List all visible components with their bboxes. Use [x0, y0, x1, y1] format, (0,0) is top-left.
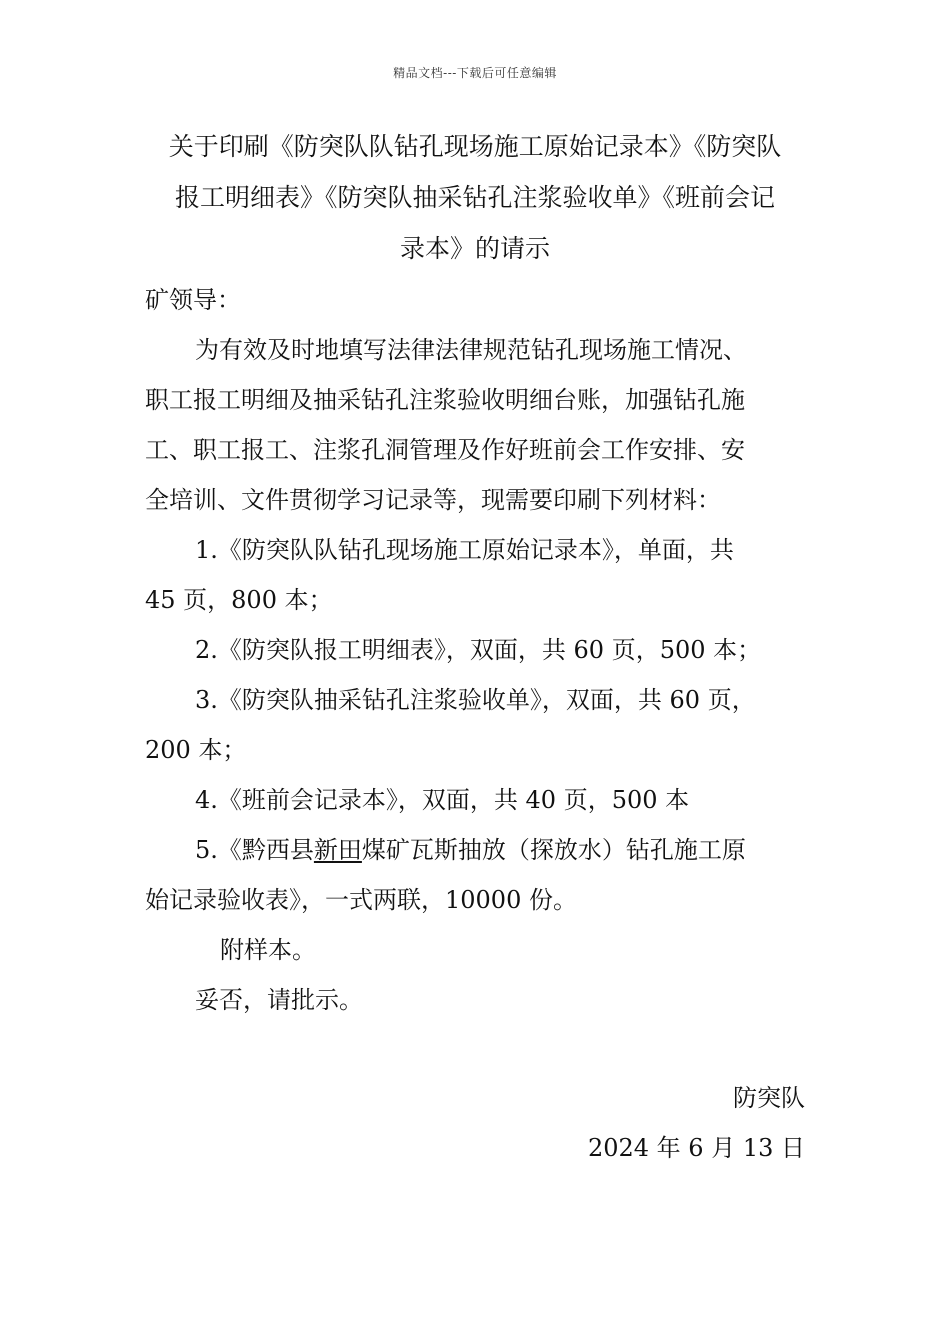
- body-paragraph-line-3: 工、职工报工、注浆孔洞管理及作好班前会工作安排、安: [145, 436, 745, 464]
- body-paragraph-line-2: 职工报工明细及抽采钻孔注浆验收明细台账，加强钻孔施: [145, 386, 745, 414]
- list-item-1-line-1: 1.《防突队队钻孔现场施工原始记录本》，单面，共: [195, 536, 734, 564]
- list-item-5-prefix: 5.《黔西县: [195, 836, 314, 864]
- document-title-line-3: 录本》的请示: [399, 234, 550, 263]
- list-item-1-line-2: 45 页，800 本；: [145, 586, 333, 614]
- page-header: 精品文档---下载后可任意编辑: [393, 66, 557, 80]
- salutation: 矿领导：: [145, 286, 241, 314]
- list-item-4: 4.《班前会记录本》，双面，共 40 页，500 本: [195, 786, 690, 814]
- list-item-5-line-1: [195, 835, 746, 865]
- list-item-5-line-2: 始记录验收表》，一式两联，10000 份。: [145, 886, 577, 914]
- signature-date: 2024 年 6 月 13 日: [587, 1134, 805, 1162]
- list-item-3-line-1: 3.《防突队抽采钻孔注浆验收单》，双面，共 60 页，: [195, 686, 756, 714]
- document-title-line-1: 关于印刷《防突队队钻孔现场施工原始记录本》《防突队: [168, 132, 782, 161]
- closing-request: 妥否，请批示。: [195, 986, 363, 1014]
- underlined-place-name: 新田: [313, 836, 362, 864]
- list-item-5-suffix: 煤矿瓦斯抽放（探放水）钻孔施工原: [361, 836, 746, 864]
- attachment-note: 附样本。: [220, 936, 316, 964]
- list-item-2: 2.《防突队报工明细表》，双面，共 60 页，500 本；: [195, 636, 762, 664]
- signature-organization: 防突队: [733, 1084, 805, 1112]
- document-title-line-2: 报工明细表》《防突队抽采钻孔注浆验收单》《班前会记: [174, 183, 775, 212]
- list-item-3-line-2: 200 本；: [145, 736, 247, 764]
- body-paragraph-line-1: 为有效及时地填写法律法律规范钻孔现场施工情况、: [195, 336, 747, 364]
- body-paragraph-line-4: 全培训、文件贯彻学习记录等，现需要印刷下列材料：: [145, 486, 721, 514]
